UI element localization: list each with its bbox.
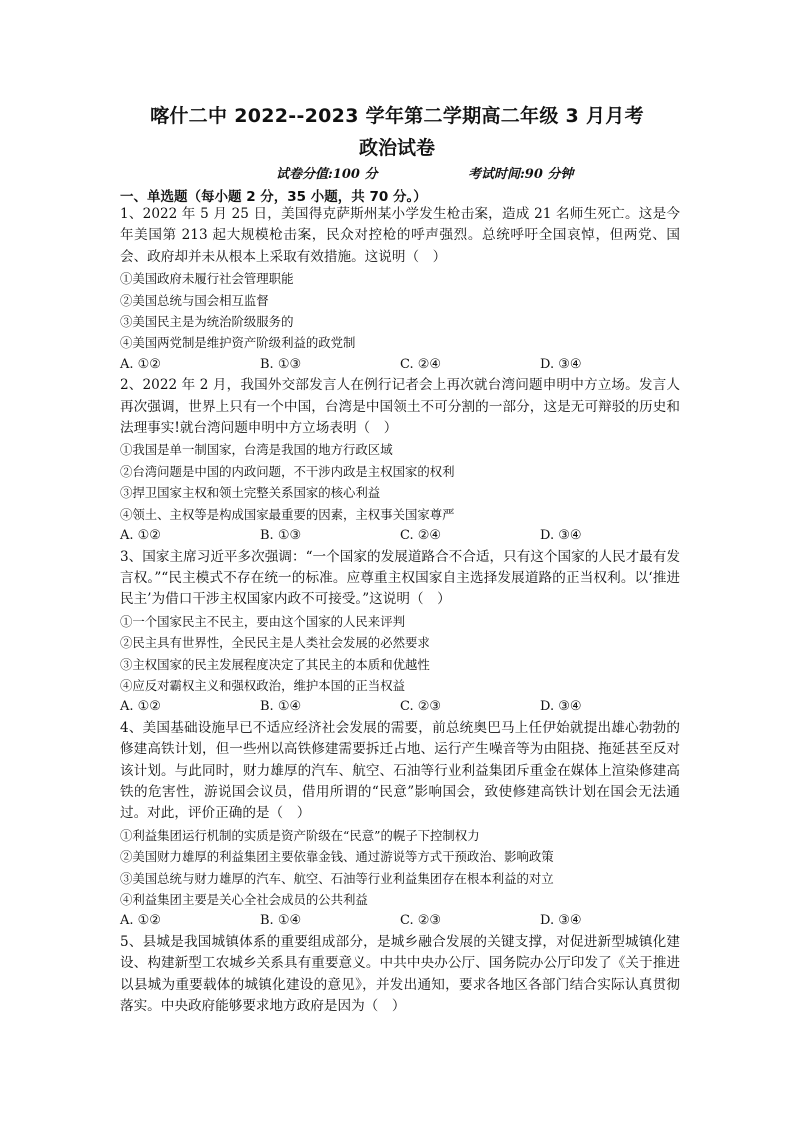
choice-c: C. ②③ (400, 913, 442, 929)
question-option: ③主权国家的民主发展程度决定了其民主的本质和优越性 (120, 656, 430, 672)
question-option: ①利益集团运行机制的实质是资产阶级在“民意”的幌子下控制权力 (120, 827, 480, 843)
question-option: ④利益集团主要是关心全社会成员的公共利益 (120, 892, 368, 907)
choice-a: A. ①② (120, 699, 161, 715)
choice-c: C. ②③ (400, 699, 442, 715)
question-option: ③捍卫国家主权和领土完整关系国家的核心利益 (120, 485, 381, 501)
choice-d: D. ③④ (540, 528, 582, 544)
exam-score: 试卷分值:100 分 (276, 167, 378, 182)
question-option: ③美国民主是为统治阶级服务的 (120, 314, 294, 330)
choice-d: D. ③④ (540, 699, 582, 715)
choice-d: D. ③④ (540, 356, 582, 372)
question-stem: 4、美国基础设施早已不适应经济社会发展的需要，前总统奥巴马上任伊始就提出雄心勃勃的修建高铁计划，但一些州以高铁修建需要拆迁占地、运行产生噪音等为由阻挠、拖延甚至反对该计划。与此同时，财力雄厚的汽车、航空、石油等行业利益集团斥重金在媒体上渲染修建高铁的危害性，游说国会议员，借用所谓的“民意”影响国会，致使修建高铁计划在国会无法通过。对此，评价正确的是（ ） (120, 719, 680, 822)
question-stem: 5、县城是我国城镇体系的重要组成部分，是城乡融合发展的关键支撑，对促进新型城镇化建设、构建新型工农城乡关系具有重要意义。中共中央办公厅、国务院办公厅印发了《关于推进以县城为重要载体的城镇化建设的意见》，并发出通知，要求各地区各部门结合实际认真贯彻落实。中央政府能够要求地方政府是因为（ ） (120, 933, 680, 1015)
choice-c: C. ②④ (400, 356, 442, 372)
question (120, 718, 680, 932)
question-option: ④应反对霸权主义和强权政治，维护本国的正当权益 (120, 677, 405, 693)
choice-a: A. ①② (120, 356, 161, 372)
choice-d: D. ③④ (540, 913, 582, 929)
question (120, 547, 680, 718)
choice-b: B. ①③ (260, 356, 302, 372)
choice-b: B. ①③ (260, 528, 302, 544)
section-heading: 一、单选题（每小题 2 分，35 小题，共 70 分。） (120, 189, 427, 205)
question-option: ①一个国家民主不民主，要由这个国家的人民来评判 (120, 613, 405, 629)
answer-choices (120, 696, 680, 717)
choice-b: B. ①④ (260, 913, 302, 929)
answer-choices (120, 354, 680, 375)
answer-choices (120, 525, 680, 546)
question (120, 204, 680, 375)
question-list (120, 204, 680, 1017)
page-subtitle: 政治试卷 (358, 137, 435, 159)
choice-a: A. ①② (120, 528, 161, 544)
choice-b: B. ①④ (260, 699, 302, 715)
answer-choices (120, 910, 680, 931)
question-option: ④领土、主权等是构成国家最重要的因素，主权事关国家尊严 (120, 506, 455, 522)
question-stem: 1、2022 年 5 月 25 日，美国得克萨斯州某小学发生枪击案，造成 21 名师生死亡。这是今年美国第 213 起大规模枪击案，民众对控枪的呼声强烈。总统呼吁全国哀悼，但两党、国会、政府却并未从根本上采取有效措施。这说明（ ） (120, 206, 680, 265)
question-stem: 2、2022 年 2 月，我国外交部发言人在例行记者会上再次就台湾问题申明中方立场。发言人再次强调，世界上只有一个中国，台湾是中国领土不可分割的一部分，这是无可辩驳的历史和法理事实!就台湾问题申明中方立场表明（ ） (120, 377, 680, 437)
question-stem: 3、国家主席习近平多次强调：“一个国家的发展道路合不合适，只有这个国家的人民才最有发言权。”“民主模式不存在统一的标准。应尊重主权国家自主选择发展道路的正当权利。以‘推进民主’为借口干涉主权国家内政不可接受。”这说明（ ） (120, 548, 680, 608)
page-title: 喀什二中 2022--2023 学年第二学期高二年级 3 月月考 (150, 105, 644, 127)
question-option: ①我国是单一制国家，台湾是我国的地方行政区域 (120, 442, 393, 458)
question-option: ④美国两党制是维护资产阶级利益的政党制 (120, 335, 356, 351)
question-option: ②美国财力雄厚的利益集团主要依靠金钱、通过游说等方式干预政治、影响政策 (120, 849, 554, 865)
question (120, 932, 680, 1018)
choice-a: A. ①② (120, 913, 161, 929)
question-option: ②台湾问题是中国的内政问题，不干涉内政是主权国家的权利 (120, 463, 455, 479)
choice-c: C. ②④ (400, 528, 442, 544)
question-option: ②民主具有世界性，全民民主是人类社会发展的必然要求 (120, 635, 430, 651)
exam-time: 考试时间:90 分钟 (468, 167, 574, 182)
question-option: ①美国政府未履行社会管理职能 (120, 271, 294, 287)
question (120, 375, 680, 546)
question-option: ②美国总统与国会相互监督 (120, 292, 269, 308)
question-option: ③美国总统与财力雄厚的汽车、航空、石油等行业利益集团存在根本利益的对立 (120, 870, 554, 886)
